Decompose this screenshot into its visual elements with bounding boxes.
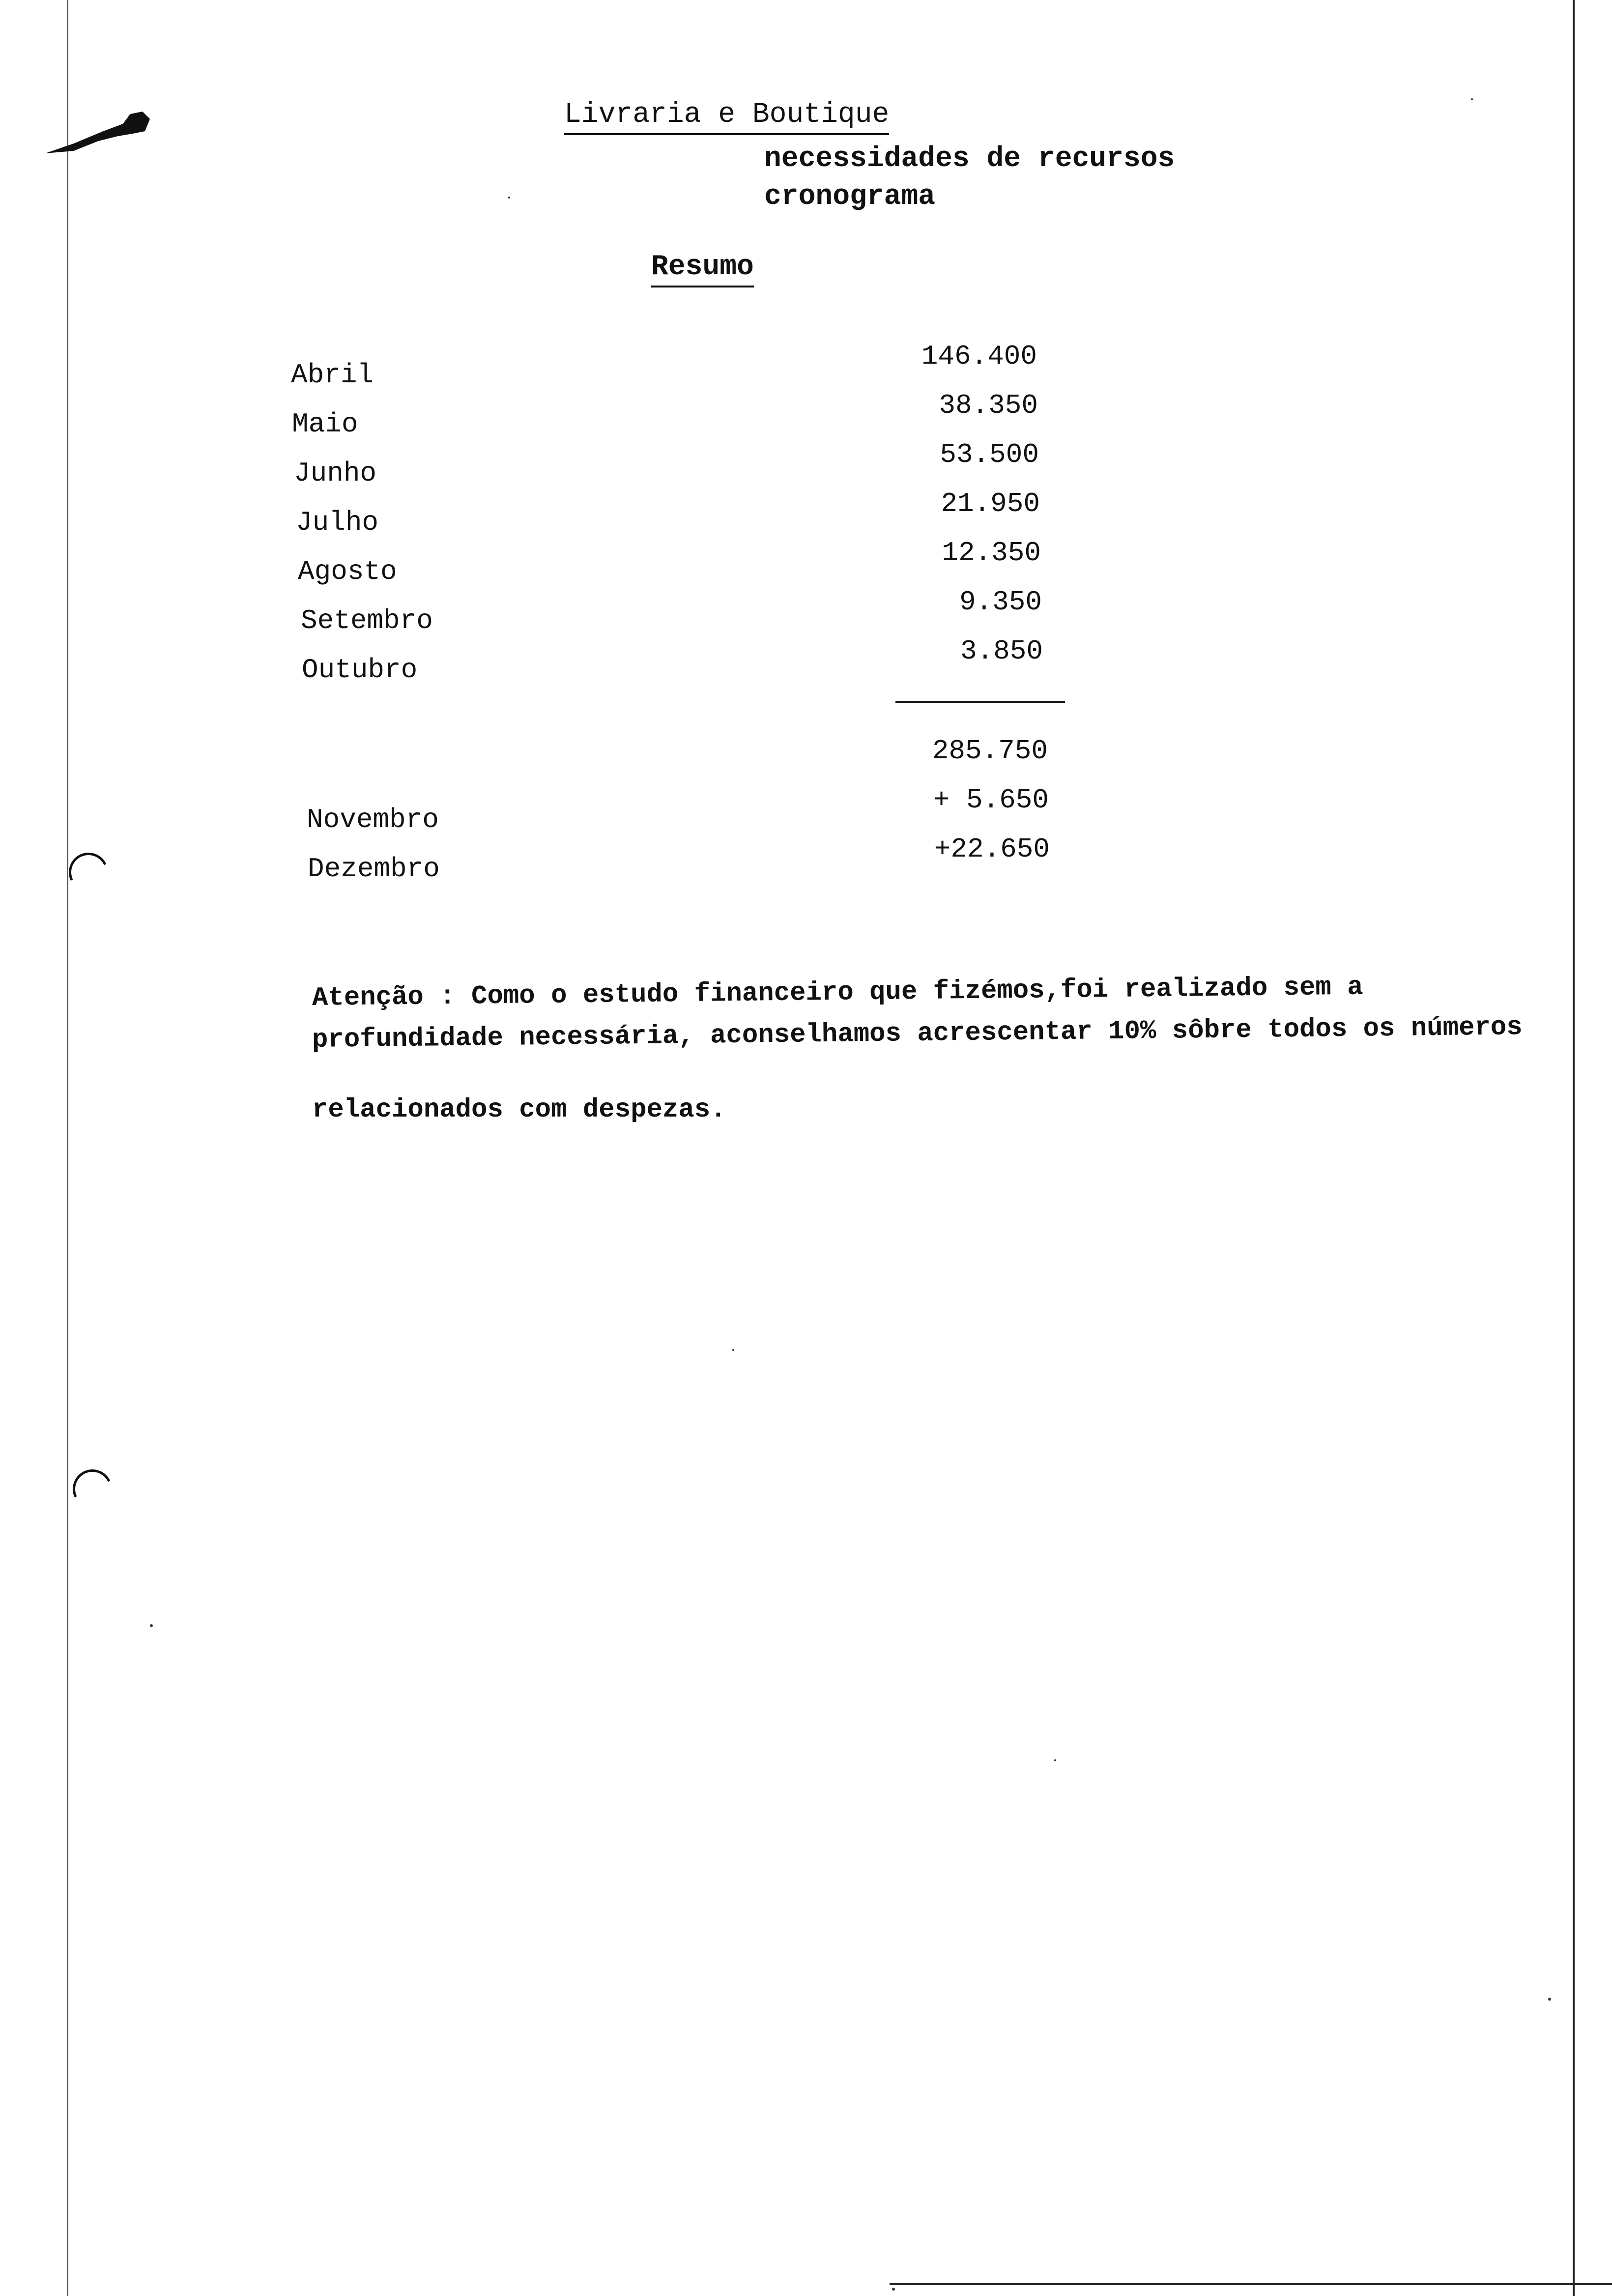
total-amount: 285.750 <box>932 735 1048 767</box>
month-label: Novembro <box>307 804 439 835</box>
month-amount: + 5.650 <box>933 784 1049 816</box>
month-amount: 21.950 <box>941 488 1040 519</box>
month-amount: 146.400 <box>921 341 1037 372</box>
month-amount: 12.350 <box>942 537 1041 569</box>
note-line: profundidade necessária, aconselhamos acrescentar 10% sôbre todos os números <box>312 1012 1523 1055</box>
month-label: Julho <box>296 507 379 538</box>
punch-hole-mark <box>67 1464 118 1515</box>
month-amount: 3.850 <box>960 635 1043 667</box>
month-label: Maio <box>292 408 358 440</box>
month-amount: +22.650 <box>934 833 1050 865</box>
month-amount: 9.350 <box>959 586 1042 618</box>
scan-speck <box>892 2288 895 2291</box>
month-label: Junho <box>294 458 377 489</box>
document-subtitle-line-2: cronograma <box>764 181 936 213</box>
scan-speck <box>150 1624 153 1627</box>
month-amount: 53.500 <box>940 439 1039 470</box>
month-label: Agosto <box>298 556 397 587</box>
note-line: relacionados com despezas. <box>312 1095 726 1125</box>
month-label: Setembro <box>301 605 433 636</box>
page-bottom-edge <box>890 2283 1612 2285</box>
scan-speck <box>508 197 510 199</box>
document-title: Livraria e Boutique <box>564 101 889 135</box>
scan-speck <box>1054 1759 1056 1761</box>
page-right-edge <box>1573 0 1575 2296</box>
scan-speck <box>1471 98 1473 100</box>
month-amount: 38.350 <box>939 390 1038 421</box>
month-label: Outubro <box>302 654 418 686</box>
section-heading-resumo: Resumo <box>651 253 754 287</box>
total-rule <box>895 701 1065 703</box>
scan-speck <box>732 1349 734 1351</box>
punch-hole-mark <box>63 847 114 898</box>
month-label: Abril <box>291 359 374 391</box>
note-line: Atenção : Como o estudo financeiro que fizémos,foi realizado sem a <box>312 972 1363 1013</box>
page-left-edge <box>67 0 68 2296</box>
ink-smudge <box>44 104 152 158</box>
month-label: Dezembro <box>308 853 440 885</box>
document-subtitle-line-1: necessidades de recursos <box>764 143 1175 175</box>
scan-speck <box>1548 1998 1551 2001</box>
